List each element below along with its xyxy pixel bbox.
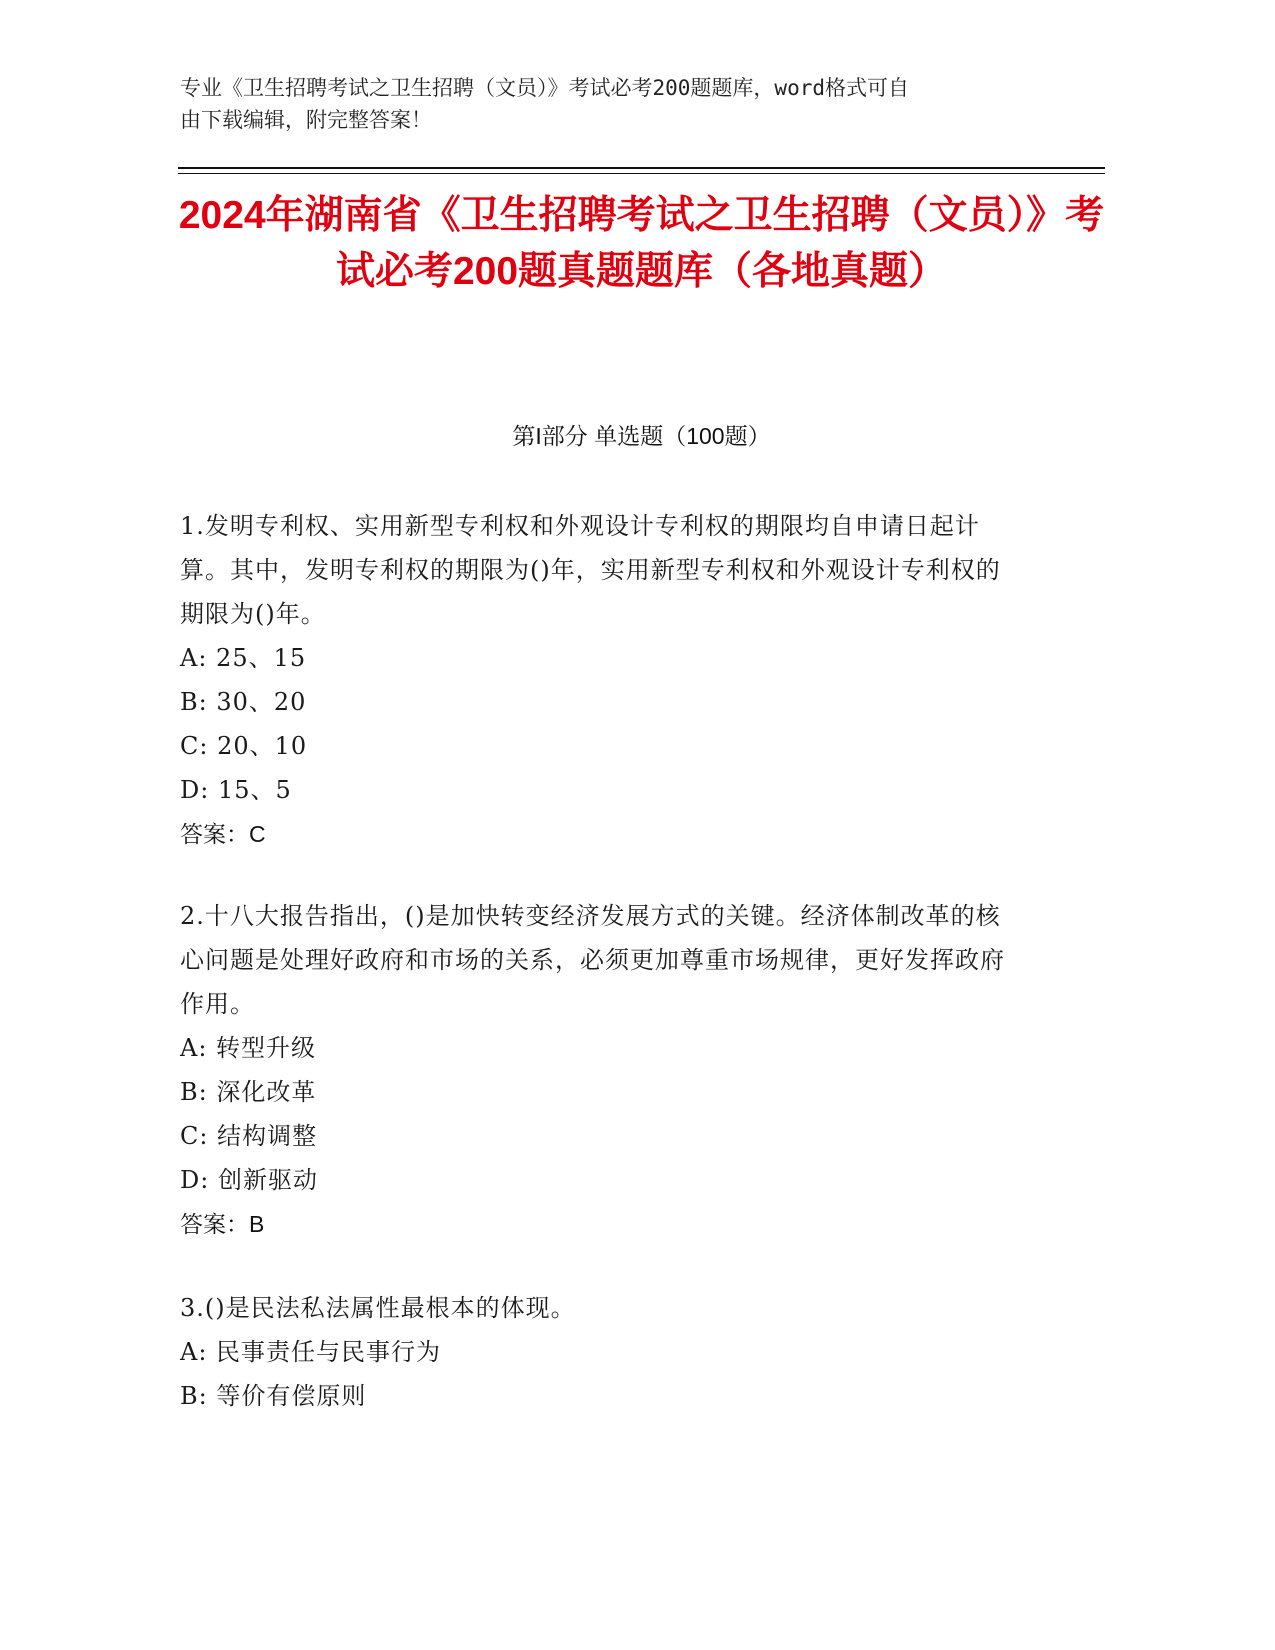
question-item: [180, 894, 1020, 1246]
document-title: 2024年湖南省《卫生招聘考试之卫生招聘（文员）》考试必考200题真题题库（各地真题）: [178, 194, 1105, 293]
option-b: B: 深化改革: [180, 1078, 317, 1106]
question-item: [180, 504, 1020, 856]
option-a: A: 25、15: [180, 644, 307, 672]
question-stem: 1.发明专利权、实用新型专利权和外观设计专利权的期限均自申请日起计算。其中，发明专利权的期限为()年，实用新型专利权和外观设计专利权的期限为()年。: [180, 512, 1001, 628]
section-title: 第I部分 单选题（100题）: [512, 423, 771, 449]
option-b: B: 30、20: [180, 688, 307, 716]
option-d: D: 创新驱动: [180, 1166, 318, 1194]
option-c: C: 结构调整: [180, 1122, 318, 1150]
question-stem: 2.十八大报告指出，()是加快转变经济发展方式的关键。经济体制改革的核心问题是处理好政府和市场的关系，必须更加尊重市场规律，更好发挥政府作用。: [180, 902, 1005, 1018]
header-divider-thin: [178, 173, 1105, 174]
option-b: B: 等价有偿原则: [180, 1382, 367, 1410]
option-a: A: 转型升级: [180, 1034, 317, 1062]
header-note-line-1: 专业《卫生招聘考试之卫生招聘（文员）》考试必考200题题库，word格式可自: [180, 76, 909, 100]
header-note: [180, 72, 1060, 136]
question-item: [180, 1286, 1020, 1418]
option-d: D: 15、5: [180, 776, 292, 804]
question-stem: 3.()是民法私法属性最根本的体现。: [180, 1294, 576, 1322]
header-divider-thick: [178, 167, 1105, 169]
question-answer: 答案：C: [180, 821, 266, 847]
question-answer: 答案：B: [180, 1211, 265, 1237]
header-note-line-2: 由下载编辑，附完整答案！: [180, 108, 432, 132]
option-a: A: 民事责任与民事行为: [180, 1338, 442, 1366]
option-c: C: 20、10: [180, 732, 308, 760]
